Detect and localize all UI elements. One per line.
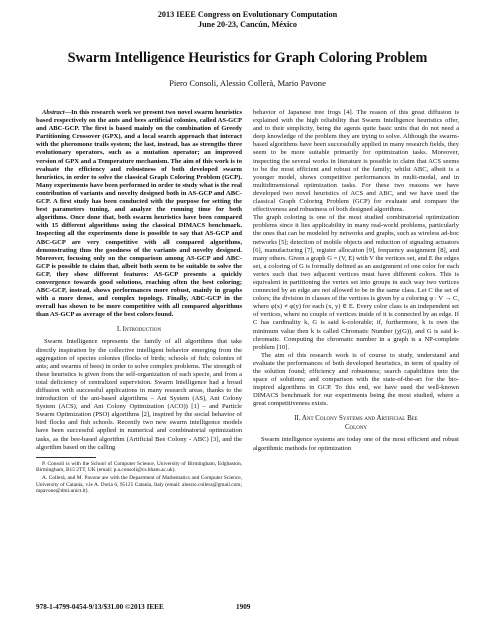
abstract	[36, 109, 242, 319]
section-heading-2-line1: II. Ant Colony Systems and Artificial Bee	[294, 415, 418, 423]
right-paragraph-3: The aim of this research work is of course to study, understand and evaluate the performances of both developed heuristics, in term of quality of the solution found; efficiency and robustness; search capabilities into the space of solutions; and comparison with the state-of-the-art for the bio-inspired algorithms in GCP. To this end, we have used the well-known DIMACS benchmark for our experiments being the most studied, where a great competitiveness exists.	[253, 351, 459, 408]
paper-title: Swarm Intelligence Heuristics for Graph Coloring Problem	[67, 50, 428, 66]
right-column	[253, 109, 459, 453]
section-heading-introduction: I. Introduction	[116, 326, 162, 334]
footnote-author-2: A. Collerà, and M. Pavone are with the Department of Mathematics and Computer Science, University of Catania, v.le A. Doria 6, 95125 Catania, Italy (email: alessio.collera@gmail.com; mpavone@dmi.unict.it).	[36, 474, 242, 495]
footer-page-number: 1909	[236, 603, 251, 611]
conference-name: 2013 IEEE Congress on Evolutionary Computation	[157, 10, 338, 19]
intro-paragraph: Swarm Intelligence represents the family of all algorithms that take directly inspiration by the collective intelligent behavior emerging from the aggregation of species colonies (flocks of birds; schools of fish; colonies of ants; and swarms of bees) in order to solve complex problems. The strength of these heuristics is given from the self-organization of each specie, and from a total deficiency of centralized supervision. Swarm Intelligence had a broad diffusion with successful applications in many research areas, thanks to the introduction of the ant-based algorithms – Ant System (AS), Ant Colony System (ACS), and Ant Colony Optimization (ACO)) [1] – and Particle Swarm Optimization (PSO) algorithms [2], inspired by the social behavior of bird flocks and fish schools. Recently two new swarm intelligence models have been successful applied in numerical and combinatorial optimization tasks, as the bee-based algorithm (Artificial Bee Colony - ABC) [3], and the algorithm based on the calling	[36, 338, 242, 451]
section-heading-2-line2: Colony	[344, 424, 368, 432]
conference-dates: June 20-23, Cancún, México	[198, 20, 297, 29]
abstract-label: Abstract	[42, 109, 65, 116]
section-heading-2	[253, 414, 459, 432]
footer-isbn: 978-1-4799-0454-9/13/$31.00 ©2013 IEEE	[36, 603, 164, 611]
left-column	[36, 109, 242, 496]
footnote-author-1: P. Consoli is with the School of Computer Science, University of Birmingham, Edgbaston, Birmingham, B15 2TT, UK (email: p.a.consoli@cs.bham.ac.uk).	[36, 460, 242, 474]
conference-header	[0, 10, 495, 30]
abstract-text: —In this research work we present two novel swarm heuristics based respectively on the ants and bees artificial colonies, called AS-GCP and ABC-GCP. The first is based mainly on the combination of Greedy Partitioning Crossover (GPX), and a local search approach that interact with the pheromone trails system; the last, instead, has as strengths three evolutionary operators, such as a mutation operator; an improved version of GPX and a Temperature mechanism. The aim of this work is to evaluate the efficiency and robustness of both developed swarm heuristics, in order to solve the classical Graph Coloring Problem (GCP). Many experiments have been performed in order to study what is the real contribution of variants and novelty designed both in AS-GCP and ABC-GCP. A first study has been conducted with the purpose for setting the best parameters tuning, and analyze the running time for both algorithms. Once done that, both swarm heuristics have been compared with 15 different algorithms using the classical DIMACS benchmark. Inspecting all the experiments done is possible to say that AS-GCP and ABC-GCP are very competitive with all compared algorithms, demonstrating thus the goodness of the variants and novelty designed. Moreover, focusing only on the comparison among AS-GCP and ABC-GCP is possible to claim that, albeit both seem to be suitable to solve the GCP, they show different features: AS-GCP presents a quickly convergence towards good solutions, reaching often the best coloring; ABC-GCP, instead, shows performances more robust, mainly in graphs with a more dense, and complex topology. Finally, ABC-GCP in the overall has shown to be more competitive with all compared algorithms than AS-GCP as average of the best colors found.	[36, 109, 242, 319]
right-paragraph-2: The graph coloring is one of the most studied combinatorial optimization problems since it lies applicability in many real-world problems, particularly the ones that can be modeled by networks and graphs, such as wireless ad-hoc networks [5]; detection of mobile objects and reduction of signaling actuators [6], manufacturing [7], register allocation [9], frequency assignment [8], and many others. Given a graph G = (V, E) with V the vertices set, and E the edges set, a coloring of G is formally defined as an assignment of one color for each vertex such that two adjacent vertices must have different colors. This is equivalent in partitioning the vertex set into groups in such way two vertices connected by an edge are not allowed to be in the same class. Let C the set of colors; the division in classes of the vertices is given by a coloring φ : V → C, where φ(x) ≠ φ(y) for each (x, y) ∈ E. Every color class is an independent set of vertices, where no couple of vertices inside of it is connected by an edge. If C has cardinality k, G is said k-colorable; if, furthermore, k is own the minimum value then k is called Chromatic Number (χ(G)), and G is said k-chromatic. Computing the chromatic number in a graph is a NP-complete problem [10].	[253, 214, 459, 351]
right-paragraph-1: behavior of Japanese tree frogs [4]. The reason of this great diffusion is explained with the high reliability that Swarm Intelligence heuristics offer, and to their simplicity, being the agents quite basic units that do not need a deep knowledge of the problem they are trying to solve. Although the swarm-based algorithms have been successfully applied in many research fields, they seem to be more suitable primarily for optimization tasks. Moreover, inspecting the several works in literature is possible to claim that ACS seems to be the most efficient and robust of the family; whilst ABC, albeit is a younger model, shows competitive performances in multi-modal, and in multidimensional optimization tasks. For these two reasons we have developed two novel heuristics of ACS and ABC, and we have used the classical Graph Coloring Problem (GCP) for evaluate and compare the effectiveness and robustness of both designed algorithms.	[253, 109, 459, 214]
paper-authors: Piero Consoli, Alessio Collerà, Mario Pavone	[169, 78, 326, 88]
footnote-separator	[36, 457, 96, 458]
right-paragraph-4: Swarm intelligence systems are today one of the most efficient and robust algorithmic methods for optimization	[253, 436, 459, 452]
